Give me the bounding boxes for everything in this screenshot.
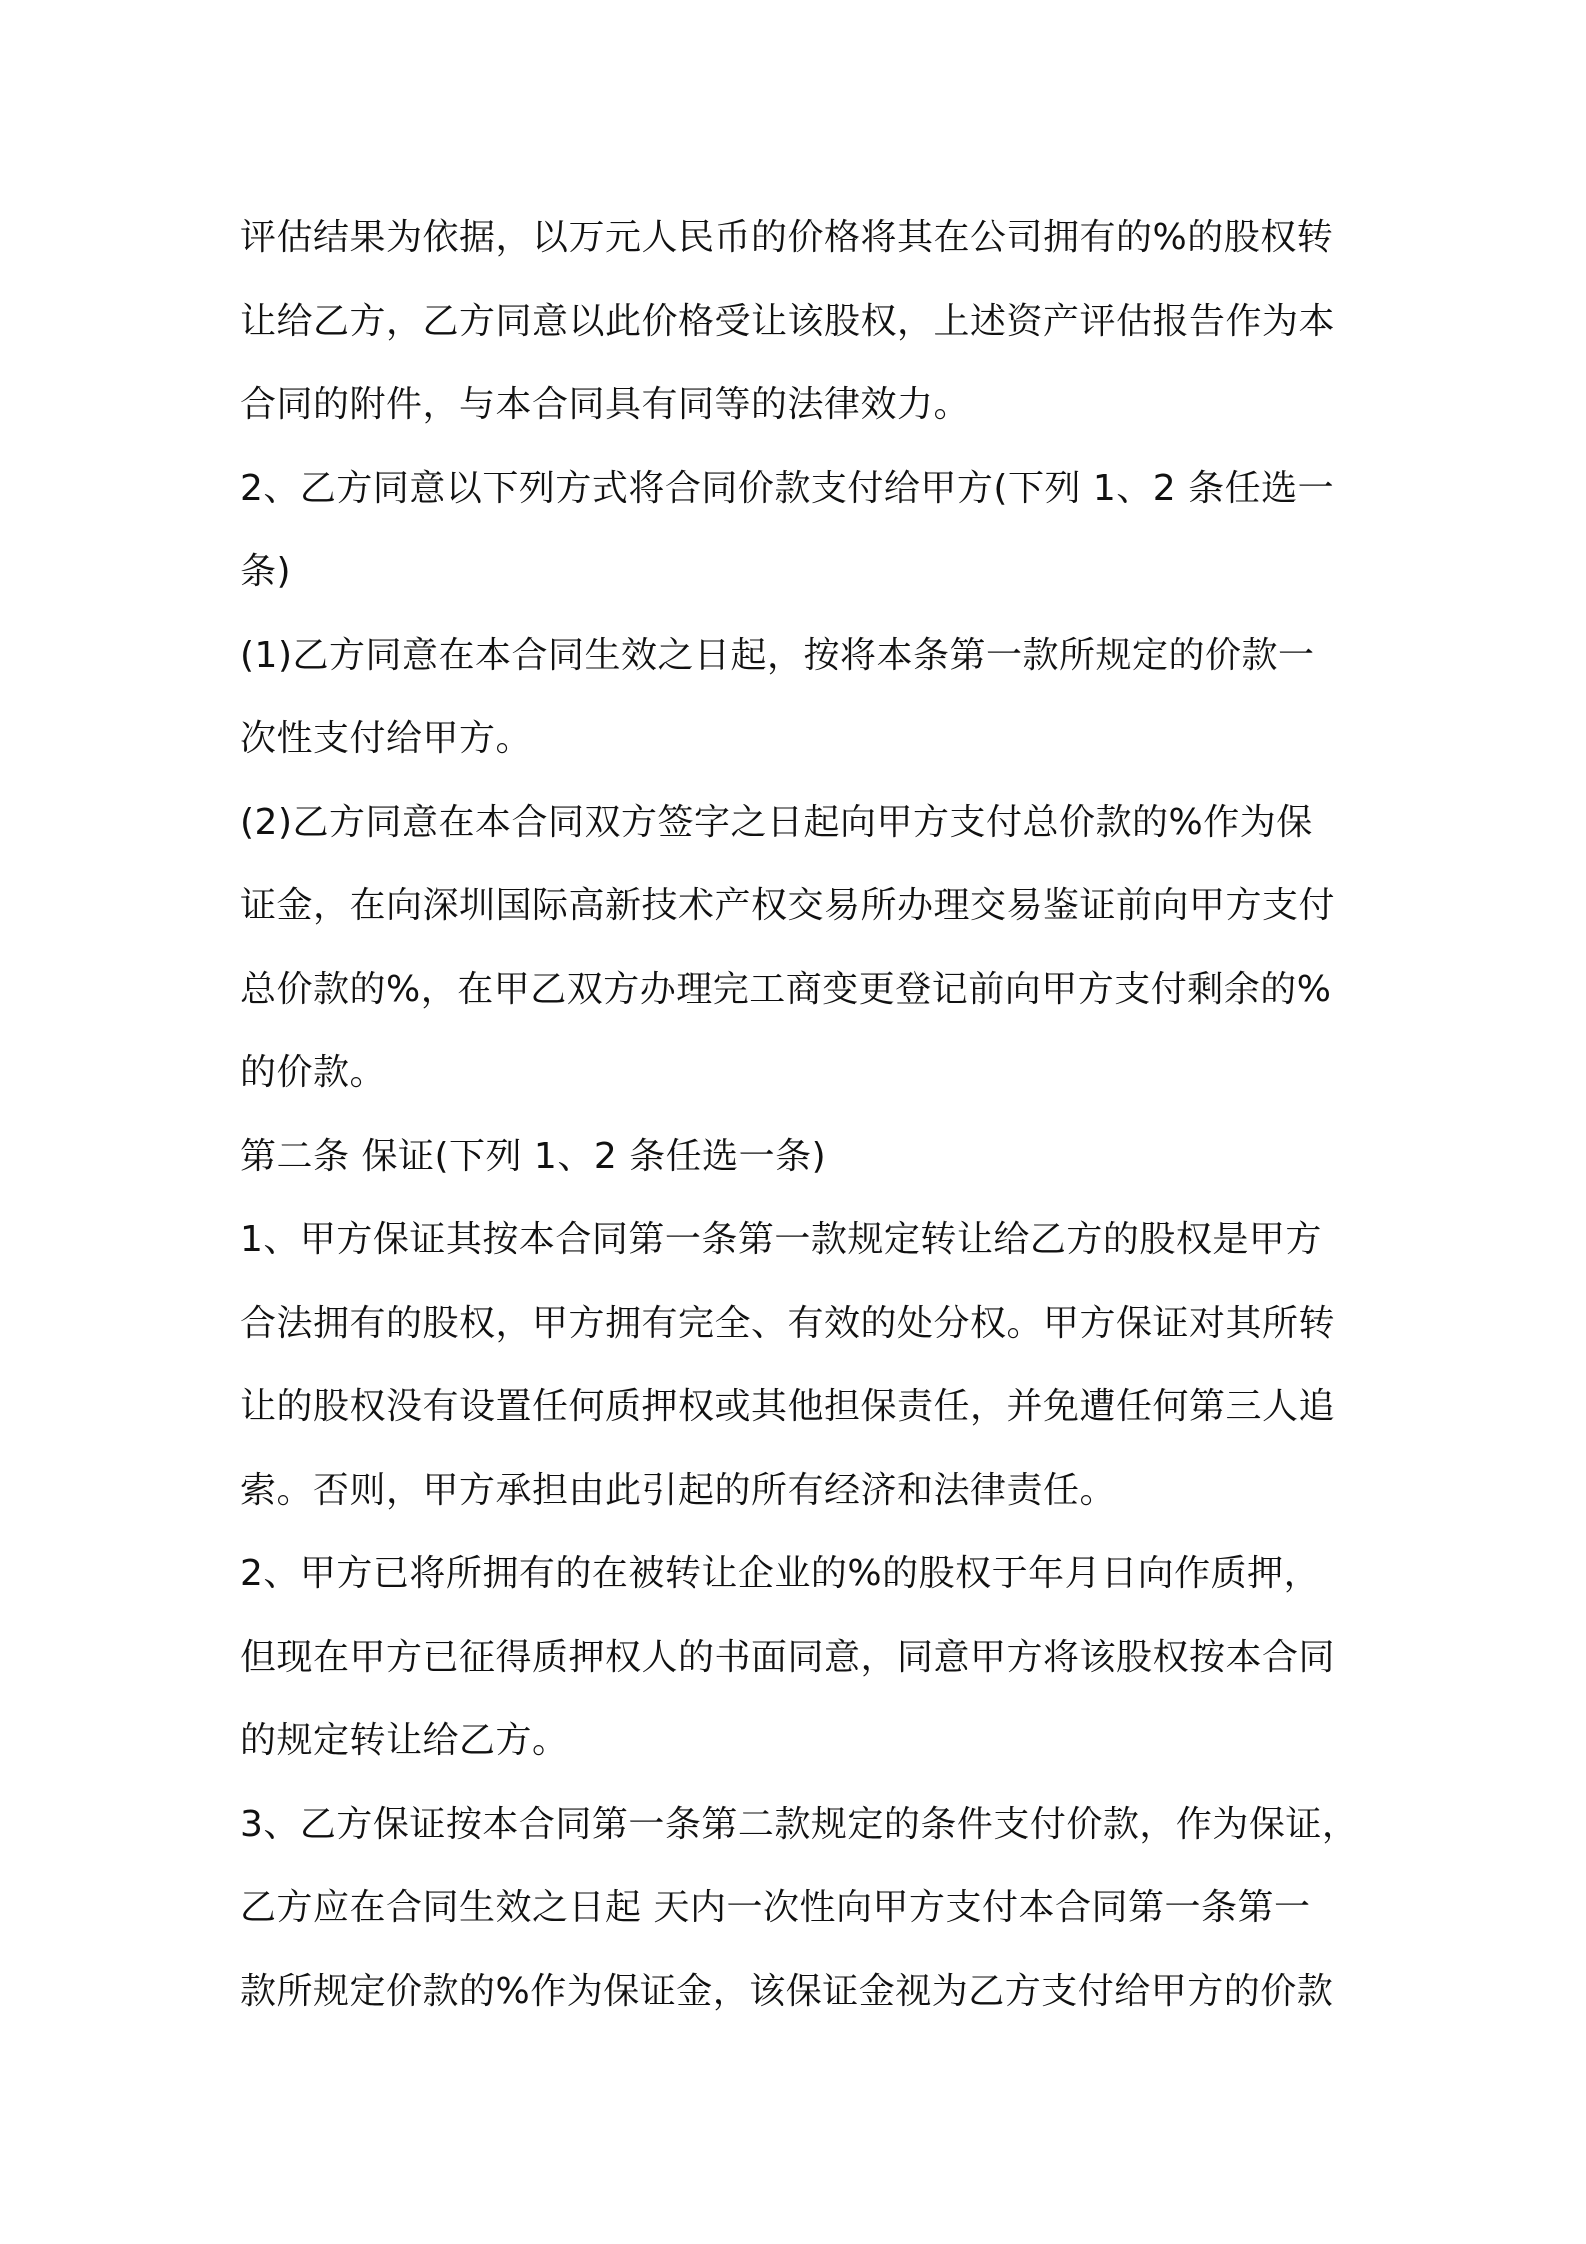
text-line: (2)乙方同意在本合同双方签字之日起向甲方支付总价款的%作为保 bbox=[240, 801, 1313, 843]
text-line: 条) bbox=[240, 551, 292, 592]
text-line: 1、甲方保证其按本合同第一条第一款规定转让给乙方的股权是甲方 bbox=[240, 1219, 1322, 1260]
text-line: 合同的附件，与本合同具有同等的法律效力。 bbox=[240, 384, 971, 425]
section-heading: 第二条 保证(下列 1、2 条任选一条) bbox=[240, 1135, 827, 1177]
text-line: 合法拥有的股权，甲方拥有完全、有效的处分权。甲方保证对其所转 bbox=[240, 1302, 1336, 1344]
text-line: 款所规定价款的%作为保证金，该保证金视为乙方支付给甲方的价款 bbox=[240, 1970, 1334, 2012]
text-line: 乙方应在合同生效之日起 天内一次性向甲方支付本合同第一条第一 bbox=[240, 1887, 1311, 1928]
text-line: 2、甲方已将所拥有的在被转让企业的%的股权于年月日向作质押， bbox=[240, 1553, 1321, 1594]
text-line: 证金，在向深圳国际高新技术产权交易所办理交易鉴证前向甲方支付 bbox=[240, 885, 1336, 926]
text-line: (1)乙方同意在本合同生效之日起，按将本条第一款所规定的价款一 bbox=[240, 634, 1315, 676]
text-line: 总价款的%，在甲乙双方办理完工商变更登记前向甲方支付剩余的% bbox=[240, 968, 1332, 1010]
text-line: 索。否则，甲方承担由此引起的所有经济和法律责任。 bbox=[240, 1469, 1117, 1511]
text-line: 让给乙方，乙方同意以此价格受让该股权，上述资产评估报告作为本 bbox=[240, 300, 1336, 342]
text-line: 的价款。 bbox=[240, 1052, 387, 1093]
text-line: 2、乙方同意以下列方式将合同价款支付给甲方(下列 1、2 条任选一 bbox=[240, 467, 1335, 509]
text-line: 让的股权没有设置任何质押权或其他担保责任，并免遭任何第三人追 bbox=[240, 1386, 1336, 1427]
text-line: 但现在甲方已征得质押权人的书面同意，同意甲方将该股权按本合同 bbox=[240, 1636, 1336, 1678]
text-line: 3、乙方保证按本合同第一条第二款规定的条件支付价款，作为保证， bbox=[240, 1803, 1359, 1845]
document-body bbox=[240, 196, 1370, 2033]
text-line: 次性支付给甲方。 bbox=[240, 718, 533, 759]
text-line: 的规定转让给乙方。 bbox=[240, 1720, 569, 1761]
text-line: 评估结果为依据，以万元人民币的价格将其在公司拥有的%的股权转 bbox=[240, 217, 1334, 258]
